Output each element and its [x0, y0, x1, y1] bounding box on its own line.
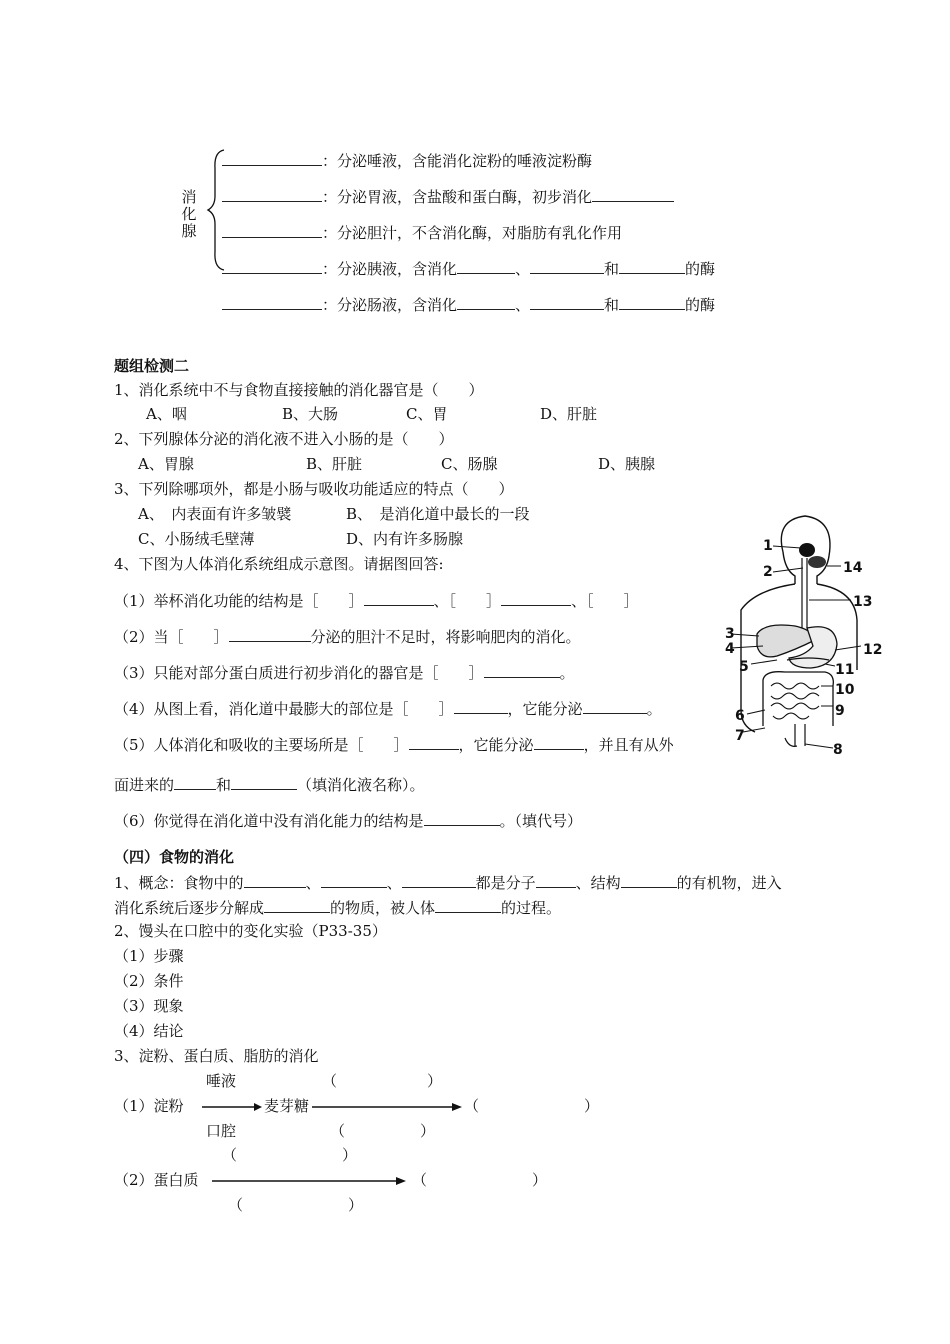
q1-option-c: C、胃 — [406, 405, 448, 423]
figure-label: 14 — [843, 560, 863, 576]
q3-option-b: B、 是消化道中最长的一段 — [346, 505, 530, 523]
gland-label-char: 化 — [181, 205, 197, 223]
figure-label: 3 — [725, 626, 735, 642]
gland-row-4: ：分泌胰液，含消化 、 和 的酶 — [222, 258, 715, 279]
figure-label: 9 — [835, 703, 845, 719]
starch-arrow-1 — [202, 1101, 262, 1113]
q4-part5-cont: 面进来的 和 （填消化液名称）。 — [114, 776, 425, 794]
figure-label: 13 — [853, 594, 873, 610]
gland-row-5: ：分泌肠液，含消化 、 和 的酶 — [222, 294, 715, 315]
step-4: （4）结论 — [114, 1022, 184, 1040]
figure-label: 8 — [833, 742, 843, 758]
experiment-title: 2、馒头在口腔中的变化实验（P33-35） — [114, 922, 387, 940]
q4-part4: （4）从图上看，消化道中最膨大的部位是［ ］ ，它能分泌 。 — [114, 700, 662, 718]
q1-option-b: B、大肠 — [282, 405, 339, 423]
step-3: （3）现象 — [114, 997, 184, 1015]
starch-label: （1）淀粉 — [114, 1097, 184, 1115]
starch-paren-2: （ ） — [464, 1097, 600, 1115]
figure-label: 5 — [739, 659, 749, 675]
q2-option-b: B、肝脏 — [306, 455, 363, 473]
q2-stem: 2、下列腺体分泌的消化液不进入小肠的是（ ） — [114, 430, 454, 448]
q3-stem: 3、下列除哪项外，都是小肠与吸收功能适应的特点（ ） — [114, 480, 514, 498]
protein-paren-2: （ ） — [412, 1171, 548, 1189]
q2-option-a: A、胃腺 — [138, 455, 194, 473]
q1-option-d: D、肝脏 — [540, 405, 598, 423]
step-1: （1）步骤 — [114, 947, 184, 965]
concept-line-2: 消化系统后逐步分解成 的物质，被人体 的过程。 — [114, 899, 562, 917]
gland-label-char: 消 — [181, 188, 197, 206]
q2-option-d: D、胰腺 — [598, 455, 656, 473]
q4-part5: （5）人体消化和吸收的主要场所是［ ］ ，它能分泌 ，并且有从外 — [114, 736, 674, 754]
section2-title: 题组检测二 — [114, 357, 190, 375]
gland-label-char: 腺 — [181, 222, 197, 240]
protein-paren-1: （ ） — [222, 1146, 358, 1164]
protein-arrow — [212, 1175, 406, 1187]
starch-paren-3: （ ） — [330, 1122, 436, 1140]
figure-label: 4 — [725, 641, 735, 657]
starch-location-label: 口腔 — [206, 1122, 237, 1140]
figure-label: 6 — [735, 708, 745, 724]
figure-label: 10 — [835, 682, 855, 698]
starch-paren-1: （ ） — [322, 1072, 443, 1090]
figure-label: 11 — [835, 662, 855, 678]
q4-stem: 4、下图为人体消化系统组成示意图。请据图回答: — [114, 555, 444, 573]
gland-row-3: ：分泌胆汁，不含消化酶，对脂肪有乳化作用 — [222, 222, 622, 243]
figure-label: 12 — [863, 642, 883, 658]
digestion-title: 3、淀粉、蛋白质、脂肪的消化 — [114, 1047, 319, 1065]
q3-option-d: D、内有许多肠腺 — [346, 530, 464, 548]
gland-row-1: ：分泌唾液，含能消化淀粉的唾液淀粉酶 — [222, 150, 592, 171]
q1-option-a: A、咽 — [146, 405, 187, 423]
q3-option-a: A、 内表面有许多皱襞 — [138, 505, 292, 523]
figure-label: 7 — [735, 728, 745, 744]
q4-part3: （3）只能对部分蛋白质进行初步消化的器官是［ ］ 。 — [114, 664, 575, 682]
figure-label: 1 — [763, 538, 773, 554]
q4-part2: （2）当［ ］ 分泌的胆汁不足时，将影响肥肉的消化。 — [114, 628, 581, 646]
gland-row-2: ：分泌胃液，含盐酸和蛋白酶，初步消化 — [222, 186, 674, 207]
q1-stem: 1、消化系统中不与食物直接接触的消化器官是（ ） — [114, 381, 484, 399]
protein-paren-3: （ ） — [228, 1196, 364, 1214]
concept-line-1: 1、概念：食物中的 、 、 都是分子 、结构 的有机物，进入 — [114, 874, 782, 892]
protein-label: （2）蛋白质 — [114, 1171, 199, 1189]
q4-part1: （1）举杯消化功能的结构是［ ］ 、［ ］ 、［ ］ — [114, 592, 639, 610]
q3-option-c: C、小肠绒毛壁薄 — [138, 530, 255, 548]
section4-title: （四）食物的消化 — [114, 848, 235, 866]
starch-arrow-2 — [312, 1101, 462, 1113]
step-2: （2）条件 — [114, 972, 184, 990]
maltose-label: 麦芽糖 — [264, 1097, 310, 1115]
starch-enzyme-label: 唾液 — [206, 1072, 237, 1090]
digestive-system-figure — [725, 510, 885, 762]
figure-label: 2 — [763, 564, 773, 580]
q2-option-c: C、肠腺 — [441, 455, 498, 473]
q4-part6: （6）你觉得在消化道中没有消化能力的结构是 。（填代号） — [114, 812, 583, 830]
